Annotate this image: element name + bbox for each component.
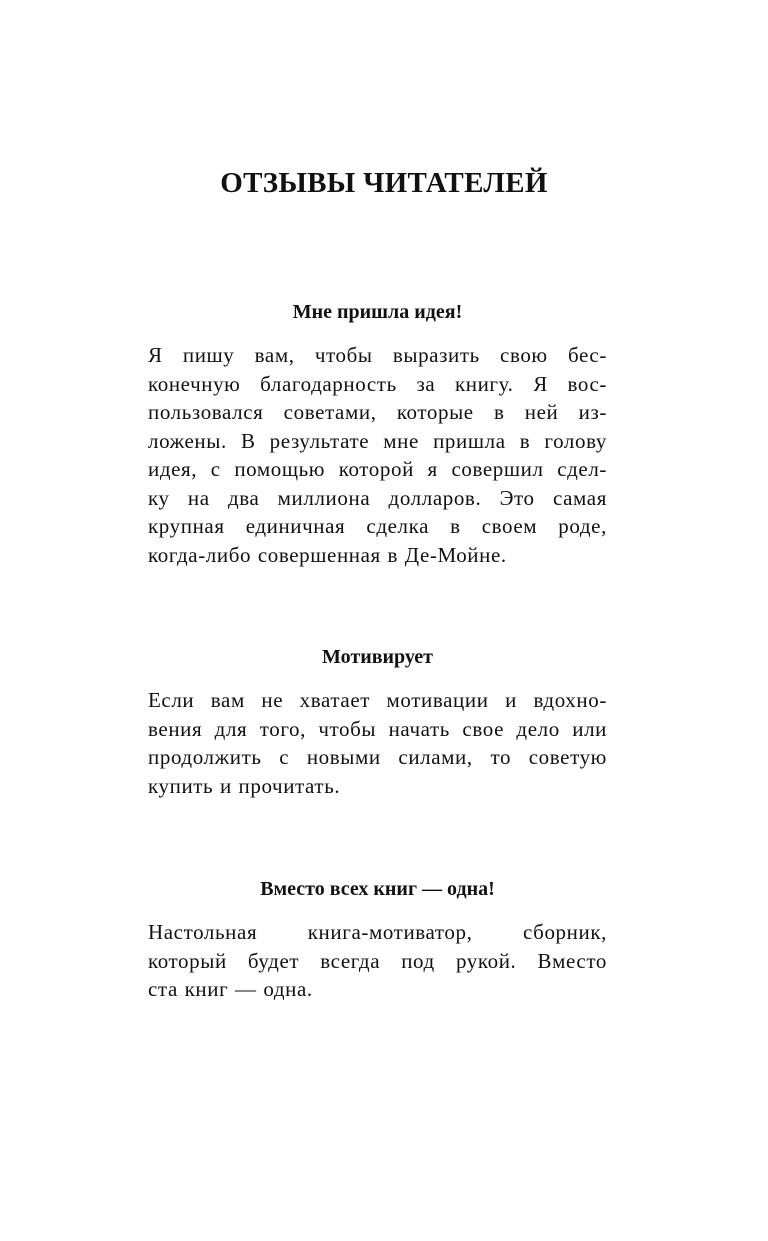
word: идея, xyxy=(148,457,198,481)
word: миллиона xyxy=(277,485,371,510)
text-line xyxy=(148,455,607,484)
word: и xyxy=(219,773,232,798)
text-line xyxy=(148,398,607,427)
word: мне xyxy=(383,428,419,453)
word: вения xyxy=(148,716,203,741)
text-line xyxy=(148,341,607,370)
word: рукой. xyxy=(455,948,517,973)
word: я xyxy=(427,457,438,481)
word: Это xyxy=(499,485,535,510)
word: для xyxy=(214,716,248,741)
word: вдохно- xyxy=(533,688,607,712)
word: продолжить xyxy=(148,745,262,769)
word: дело xyxy=(516,716,560,741)
review-body xyxy=(148,686,607,800)
page-title: ОТЗЫВЫ ЧИТАТЕЛЕЙ xyxy=(220,167,548,200)
word: в xyxy=(519,428,531,453)
word: выразить xyxy=(392,343,480,367)
word: Если xyxy=(148,688,195,712)
text-line xyxy=(148,484,607,513)
word: В xyxy=(240,428,256,453)
word: под xyxy=(401,948,435,973)
word: в xyxy=(387,542,399,567)
word: на xyxy=(187,485,210,510)
word: вос- xyxy=(567,371,607,396)
word: Настольная xyxy=(148,920,258,944)
word: новыми xyxy=(306,745,381,769)
word: с xyxy=(279,745,290,769)
word: бес- xyxy=(567,343,607,367)
text-line xyxy=(148,370,607,399)
text-line xyxy=(148,743,607,772)
word: своем xyxy=(481,514,538,538)
word: одна. xyxy=(263,977,313,1001)
word: который xyxy=(148,948,227,973)
review-heading: Мотивирует xyxy=(322,646,433,668)
word: Я xyxy=(533,371,548,396)
word: будет xyxy=(247,948,300,973)
review-heading: Мне пришла идея! xyxy=(292,301,463,323)
word: того, xyxy=(259,716,306,741)
text-line xyxy=(148,686,607,715)
review-heading: Вместо всех книг — одна! xyxy=(260,878,495,900)
word: пользовался xyxy=(148,400,264,424)
review-body xyxy=(148,341,607,569)
text-line xyxy=(148,715,607,744)
word: книг xyxy=(184,977,229,1001)
word: советами, xyxy=(283,400,377,424)
word: которые xyxy=(396,400,474,424)
word: в xyxy=(493,400,505,424)
text-line xyxy=(148,427,607,456)
word: сборник, xyxy=(522,920,607,944)
text-line xyxy=(148,918,607,947)
word: благодарность xyxy=(260,371,397,396)
word: помощью xyxy=(234,457,326,481)
word: ней xyxy=(524,400,559,424)
word: купить xyxy=(148,773,214,798)
word: голову xyxy=(544,428,607,453)
word: два xyxy=(227,485,260,510)
word: вам xyxy=(210,688,245,712)
word: которой xyxy=(338,457,414,481)
word: единичная xyxy=(245,514,346,538)
review-body xyxy=(148,918,607,1004)
word: с xyxy=(210,457,221,481)
word: ку xyxy=(148,485,170,510)
text-line xyxy=(148,772,607,801)
word: конечную xyxy=(148,371,241,396)
review-section xyxy=(148,644,607,800)
word: чтобы xyxy=(314,343,373,367)
word: из- xyxy=(578,400,607,424)
word: крупная xyxy=(148,514,225,538)
text-line xyxy=(148,947,607,976)
word: советую xyxy=(528,745,607,769)
text-line xyxy=(148,975,607,1004)
word: в xyxy=(450,514,461,538)
word: то xyxy=(490,745,512,769)
word: и xyxy=(505,688,517,712)
word: Вместо xyxy=(537,948,607,973)
word: Де-Мойне. xyxy=(404,542,507,567)
word: результате xyxy=(269,428,370,453)
text-line xyxy=(148,512,607,541)
word: или xyxy=(572,716,607,741)
word: долларов. xyxy=(388,485,482,510)
word: ста xyxy=(148,977,178,1001)
word: книгу. xyxy=(454,371,514,396)
word: мотивации xyxy=(386,688,489,712)
word: ложены. xyxy=(148,428,227,453)
word: пришла xyxy=(433,428,506,453)
word: — xyxy=(235,977,257,1001)
word: совершенная xyxy=(257,542,381,567)
word: книга-мотиватор, xyxy=(307,920,473,944)
word: за xyxy=(416,371,436,396)
text-line xyxy=(148,541,607,570)
word: пишу xyxy=(182,343,235,367)
word: начать xyxy=(388,716,450,741)
word: сделка xyxy=(366,514,430,538)
word: Я xyxy=(148,343,163,367)
word: совершил xyxy=(451,457,544,481)
word: не xyxy=(261,688,284,712)
word: свое xyxy=(462,716,504,741)
word: роде, xyxy=(558,514,607,538)
word: чтобы xyxy=(318,716,377,741)
review-section xyxy=(148,299,607,569)
word: сдел- xyxy=(557,457,607,481)
review-section xyxy=(148,876,607,1004)
word: прочитать. xyxy=(238,773,341,798)
word: свою xyxy=(500,343,548,367)
word: хватает xyxy=(299,688,371,712)
word: самая xyxy=(552,485,607,510)
word: вам, xyxy=(254,343,295,367)
word: силами, xyxy=(398,745,473,769)
word: всегда xyxy=(320,948,381,973)
word: когда-либо xyxy=(148,542,252,567)
